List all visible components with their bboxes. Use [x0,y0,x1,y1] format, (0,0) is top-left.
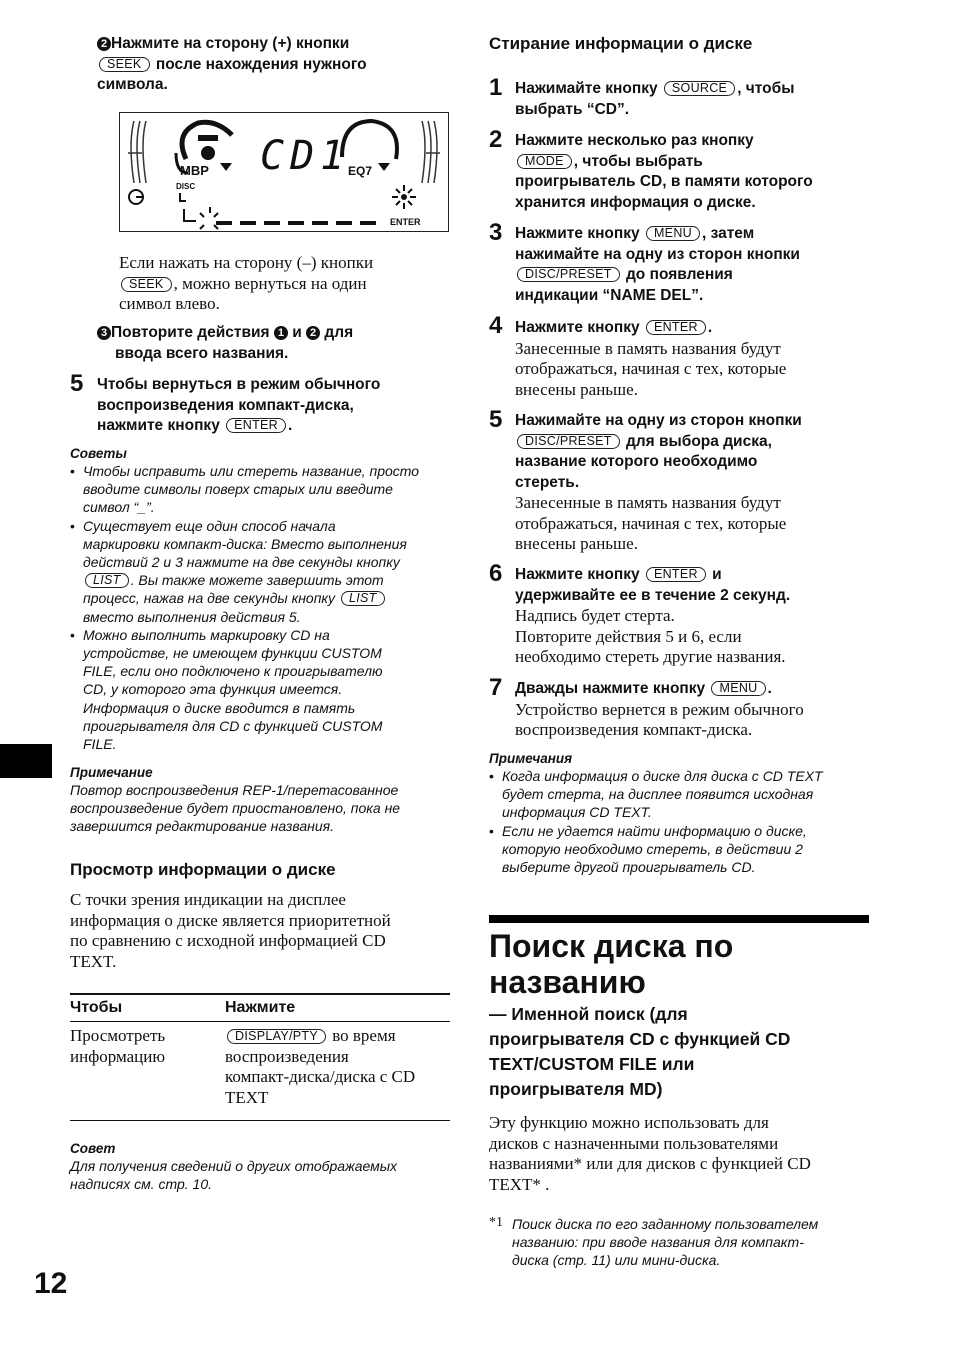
seek-note-line: символ влево. [119,294,220,313]
step-number: 4 [489,312,503,339]
note-line: которую необходимо стереть, в действии 2 [502,840,803,857]
mode-button-label: MODE [517,154,572,169]
section-tab-marker [0,744,52,778]
table-row [70,1022,450,1121]
disc-indicator-icon [180,193,186,201]
tip-line: вместо выполнения действия 5. [83,608,301,625]
paragraph-line: С точки зрения индикации на дисплее [70,890,346,909]
step-text: хранится информация о диске. [515,193,756,211]
substep-3 [97,323,447,364]
step-detail: Повторите действия 5 и 6, если [515,626,742,646]
erase-step-5 [515,411,875,555]
substep-2-text: символа. [97,76,168,93]
enter-button-label: ENTER [226,418,286,433]
list-button-label: LIST [341,591,385,606]
tip-line: CD, у которого эта функция имеется. [83,681,343,698]
step-detail: необходимо стереть другие названия. [515,647,786,666]
step-number: 6 [489,560,503,587]
tip-line: вводите символы поверх старых или введите [83,481,393,498]
tip-item [70,462,452,517]
paragraph-line: по сравнению с исходной информацией CD [70,931,386,950]
cursor-flash-icon [184,207,218,229]
tips-block [70,445,452,753]
intro-paragraph [489,1113,874,1195]
tip-line: . Вы также можете завершить этот [130,572,384,589]
step-number: 1 [489,74,503,101]
step-text: выбрать “CD”. [515,100,630,118]
step-text: Нажмите кнопку [515,319,640,336]
footnote-mark: *1 [489,1215,503,1230]
footnote-line: Поиск диска по его заданному пользователем [512,1216,819,1232]
notes-heading: Примечания [489,751,573,766]
step-text: Нажмите кнопку [515,566,640,583]
erase-step-7 [515,679,875,741]
substep-3-text: ввода всего названия. [115,344,289,362]
step-detail: Занесенные в память названия будут [515,338,781,358]
seek-note-line: , можно вернуться на один [173,273,367,293]
menu-button-label: MENU [711,681,765,696]
lcd-eq-label: EQ7 [348,164,373,178]
subtitle-line: TEXT/CUSTOM FILE или [489,1054,695,1074]
step-ref-marker: 2 [306,326,320,340]
table-header: Чтобы [70,994,225,1022]
note-line: • Когда информация о диске для диска с CD TEXT [502,768,823,784]
note-line: завершится редактирование названия. [70,818,335,835]
cell-line: компакт-диска/диска с CD [225,1067,416,1086]
right-level-bars [422,121,440,183]
cd-icon [129,190,144,204]
footnote-line: названию: при вводе названия для компакт- [512,1234,804,1251]
subtitle-line: проигрывателя CD с функцией CD [489,1029,791,1049]
list-button-label: LIST [85,573,129,588]
erase-step-3 [515,224,875,306]
note-heading: Примечание [70,765,153,780]
cell-line: Просмотреть [70,1026,166,1045]
tip-line: надписях см. стр. 10. [70,1176,212,1193]
disc-preset-button-label: DISC/PRESET [517,434,620,449]
section-heading: Просмотр информации о диске [70,860,336,879]
notes-block [489,750,874,876]
step-5 [97,375,452,437]
title-rule [489,915,869,923]
note-block [70,764,452,836]
enter-dot-icon [401,194,407,200]
table-cell [70,1022,225,1121]
left-level-bars [128,121,146,183]
note-line: воспроизведение будет приостановлено, пока не [70,800,401,817]
erase-step-1 [515,79,875,120]
step-text: удерживайте ее в течение 2 секунд. [515,586,791,604]
note-item [489,767,874,822]
paragraph-line: информация о диске является приоритетной [70,910,391,930]
cell-line: TEXT [225,1087,269,1107]
tip-block [70,1140,452,1193]
step-number: 5 [489,406,503,433]
cell-line: во время [327,1026,396,1045]
step-text: , затем [701,225,755,242]
step-text: Нажимайте на одну из сторон кнопки [515,412,802,429]
step-detail: Занесенные в память названия будут [515,493,781,512]
page-number: 12 [34,1267,68,1300]
tip-line: маркировки компакт-диска: Вместо выполнения [83,535,407,552]
tip-line: процесс, нажав на две секунды кнопку [83,590,336,607]
erase-step-6 [515,565,875,668]
step-detail: отображаться, начиная с тех, которые [515,359,787,378]
step-text: , чтобы [737,80,795,97]
step-detail: внесены раньше. [515,379,638,399]
substep-3-text: и [287,324,307,341]
disc-preset-button-label: DISC/PRESET [517,267,620,282]
operation-table [70,993,450,1121]
step-detail: Надпись будет стерта. [515,606,675,625]
paragraph-line: TEXT* . [489,1174,550,1194]
page-title [489,928,869,1000]
seek-note-line: Если нажать на сторону (–) кнопки [119,253,374,272]
note-line: Повтор воспроизведения REP-1/перетасованное [70,782,399,798]
note-line: будет стерта, на дисплее появится исходная [502,786,814,803]
tip-line: • Можно выполнить маркировку CD на [83,626,330,643]
step-text: Нажмите несколько раз кнопку [515,132,754,149]
cell-line: воспроизведения [225,1046,349,1066]
step-text: Нажимайте кнопку [515,80,658,97]
tip-item [70,626,452,753]
substep-3-text: Повторите действия [111,324,274,341]
tip-line: устройстве, не имеющем функции CUSTOM [83,645,382,662]
tip-line: Информация о диске вводится в память [83,699,356,716]
source-button-label: SOURCE [664,81,735,96]
table-header-row [70,994,450,1022]
cell-line: информацию [70,1046,166,1066]
step-detail: воспроизведения компакт-диска. [515,720,753,739]
tip-line: • Существует еще один способ начала [83,517,336,534]
step-text: . [707,319,713,336]
substep-2-text: после нахождения нужного [151,55,367,73]
step-ref-marker: 1 [274,326,288,340]
seek-button-label: SEEK [121,277,172,292]
note-line: выберите другой проигрыватель CD. [502,859,756,876]
step-5-text: нажмите кнопку [97,417,220,434]
note-line: • Если не удается найти информацию о диске, [502,822,807,839]
step-text: . [767,680,772,697]
tip-line: проигрывателя для CD с функцией CUSTOM [83,717,383,734]
substep-3-text: для [320,324,354,341]
substep-marker: 2 [97,37,111,51]
page-title-line: названию [489,964,646,1000]
step-text: Дважды нажмите кнопку [515,680,706,697]
lcd-main-text: CD1 [260,133,351,179]
step-text: название которого необходимо [515,453,758,470]
tip-line: • Чтобы исправить или стереть название, просто [83,463,420,479]
paragraph-line: TEXT. [70,951,117,971]
tip-line: символ “_”. [83,499,155,516]
tip-item [70,517,452,626]
step-number: 7 [489,674,503,701]
footnote-line: диска (стр. 11) или мини-диска. [512,1252,721,1269]
lcd-disc-label: DISC [176,182,196,191]
tip-line: FILE. [83,736,117,753]
enter-button-label: ENTER [646,320,706,335]
menu-button-label: MENU [646,226,700,241]
erase-step-2 [515,131,875,213]
step-text: Нажмите кнопку [515,225,640,242]
step-text: индикации “NAME DEL”. [515,286,704,304]
step-text: нажимайте на одну из сторон кнопки [515,245,800,263]
step-5-text: Чтобы вернуться в режим обычного [97,376,381,393]
step-5-text: . [288,417,293,434]
step-number: 3 [489,219,503,246]
table-cell [225,1022,450,1121]
step-text: , чтобы выбрать [573,152,703,170]
view-info-section [70,860,452,972]
substep-2-text: Нажмите на сторону (+) кнопки [111,35,350,52]
lcd-mbp-label: MBP [180,163,209,178]
display-pty-button-label: DISPLAY/PTY [227,1029,326,1044]
tip-line: Для получения сведений о других отображаемых [70,1158,398,1174]
step-text: и [707,566,722,583]
page-subtitle [489,1002,874,1102]
substep-marker: 3 [97,326,111,340]
step-detail: отображаться, начиная с тех, которые [515,513,787,533]
seek-button-label: SEEK [99,57,150,72]
note-line: информация CD TEXT. [502,804,652,821]
lcd-illustration-svg [120,113,448,231]
paragraph-line: дисков с назначенными пользователями [489,1133,779,1153]
paragraph-line: Эту функцию можно использовать для [489,1113,769,1132]
paragraph-line: названиями* или для дисков с функцией CD [489,1154,811,1173]
tip-heading: Совет [70,1141,116,1156]
step-text: проигрыватель CD, в памяти которого [515,173,813,190]
lcd-display-illustration [119,112,449,232]
step-detail: Устройство вернется в режим обычного [515,699,804,719]
table-header: Нажмите [225,994,450,1022]
tips-heading: Советы [70,446,127,461]
lcd-enter-label: ENTER [390,217,421,227]
footnote [489,1215,874,1270]
tip-line: FILE, если оно подключено к проигрывателю [83,663,383,680]
step-text: для выбора диска, [621,432,772,450]
substep-2 [97,34,457,96]
seek-note [119,253,449,315]
step-number: 2 [489,126,503,153]
page-title-line: Поиск диска по [489,928,734,964]
step-text: до появления [621,266,733,283]
tip-line: действий 2 и 3 нажмите на две секунды кнопку [83,554,400,571]
erase-heading: Стирание информации о диске [489,34,753,53]
step-number: 5 [70,370,84,397]
erase-step-4 [515,318,875,400]
subtitle-line: — Именной поиск (для [489,1004,688,1024]
subtitle-line: проигрывателя MD) [489,1079,663,1099]
enter-button-label: ENTER [646,567,706,582]
note-item [489,822,874,877]
step-detail: внесены раньше. [515,534,638,553]
step-text: стереть. [515,473,580,491]
step-5-text: воспроизведения компакт-диска, [97,396,354,414]
